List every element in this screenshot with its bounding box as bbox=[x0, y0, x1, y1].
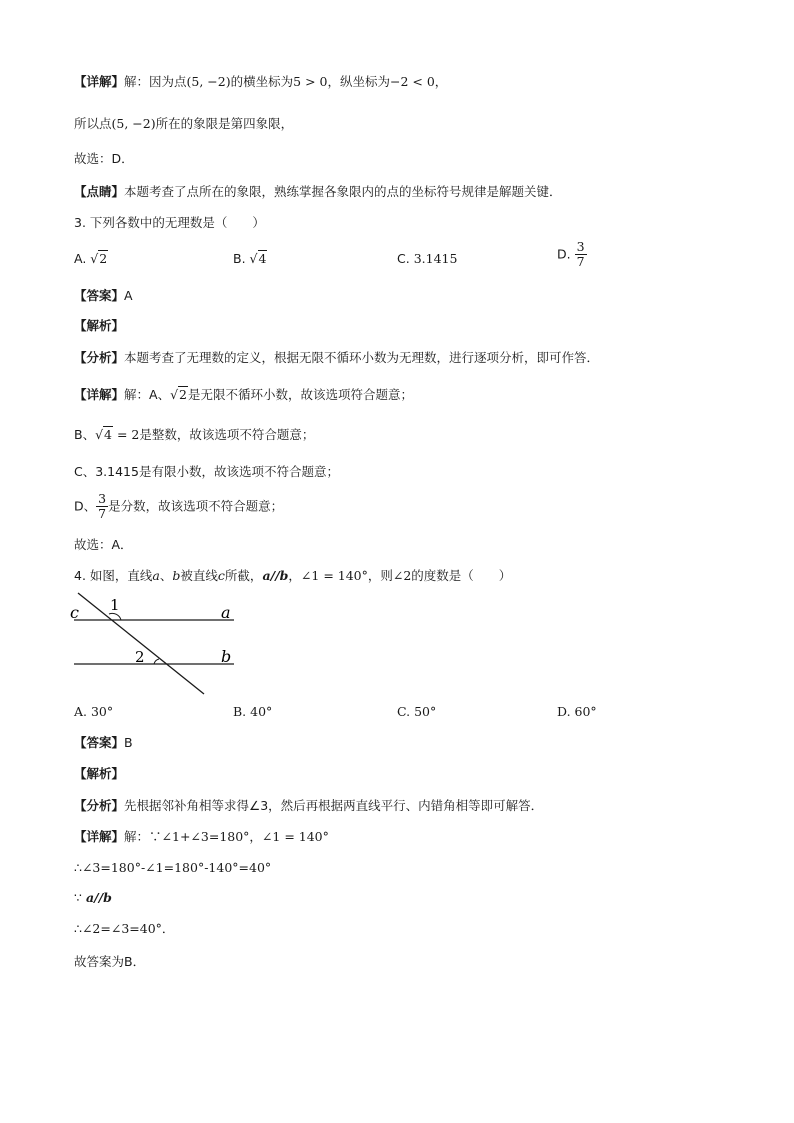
q4-option-d: D. 60° bbox=[557, 704, 597, 719]
q3-option-a bbox=[74, 250, 108, 268]
analysis-tag: 【解析】 bbox=[74, 766, 125, 781]
answer-value: A bbox=[124, 288, 133, 303]
text: 是无限不循环小数，故该选项符合题意； bbox=[188, 387, 414, 402]
q3-option-b bbox=[233, 250, 267, 268]
line-c bbox=[78, 593, 204, 694]
text: 是分数，故该选项不符合题意； bbox=[108, 498, 284, 514]
q4-stem bbox=[74, 567, 511, 585]
numerator: 3 bbox=[98, 491, 107, 506]
q4-detail-1 bbox=[74, 828, 329, 846]
answer-tag: 【答案】 bbox=[74, 288, 125, 303]
denominator: 7 bbox=[576, 254, 585, 269]
math: 5 > 0 bbox=[293, 74, 328, 89]
math: −2 < 0 bbox=[389, 74, 435, 89]
q4-option-a: A. 30° bbox=[74, 704, 114, 719]
radicand: 2 bbox=[179, 387, 187, 402]
analysis-head: 【分析】 bbox=[74, 350, 125, 365]
detail-head: 【详解】 bbox=[74, 387, 125, 402]
label-a: a bbox=[221, 603, 231, 622]
sqrt: √2 bbox=[170, 387, 187, 402]
q3-answer bbox=[74, 287, 133, 305]
q4-option-c: C. 50° bbox=[397, 704, 437, 719]
because-symbol: ∵ bbox=[74, 890, 86, 905]
q3-option-c bbox=[397, 250, 457, 268]
text: 解：∵∠1+∠3=180°，∠1 = 140° bbox=[124, 829, 329, 844]
numerator: 3 bbox=[576, 239, 585, 254]
text: 、 bbox=[159, 568, 173, 583]
q2-comment bbox=[74, 183, 562, 201]
label-c: c bbox=[70, 603, 79, 622]
math: = 2 bbox=[113, 427, 140, 442]
sqrt: √4 bbox=[95, 427, 112, 442]
point: (5, −2) bbox=[186, 74, 231, 89]
q3-analysis-tag bbox=[74, 317, 124, 335]
variable: a bbox=[152, 568, 160, 583]
q3-detail-b bbox=[74, 426, 314, 444]
q2-detail-line1 bbox=[74, 73, 447, 91]
q3-analysis bbox=[74, 349, 599, 367]
parallel: a//b bbox=[262, 568, 289, 583]
label-b: b bbox=[221, 647, 232, 666]
q4-detail-5: 故答案为B． bbox=[74, 954, 146, 969]
fraction bbox=[575, 240, 587, 269]
sqrt: √4 bbox=[249, 251, 267, 266]
text: 所以点 bbox=[74, 116, 112, 131]
text: 先根据邻补角相等求得∠3，然后再根据两直线平行、内错角相等即可解答． bbox=[124, 798, 544, 813]
q3-detail-c: C、3.1415是有限小数，故该选项不符合题意； bbox=[74, 464, 339, 479]
variable: b bbox=[172, 568, 181, 583]
parallel-lines-figure bbox=[64, 588, 254, 698]
q4-detail-2: ∴∠3=180°-∠1=180°-140°=40° bbox=[74, 860, 272, 875]
analysis-tag: 【解析】 bbox=[74, 318, 125, 333]
q2-choose: 故选：D． bbox=[74, 151, 134, 166]
comment-tag: 【点睛】 bbox=[74, 184, 125, 199]
text: 解：A、 bbox=[124, 387, 171, 402]
q4-detail-3 bbox=[74, 889, 112, 907]
radicand: 2 bbox=[99, 251, 108, 266]
q2-detail-line2 bbox=[74, 115, 293, 133]
label: D. bbox=[557, 246, 571, 262]
label: A. bbox=[74, 251, 87, 266]
sqrt: √2 bbox=[90, 251, 108, 266]
label: C. bbox=[397, 251, 410, 266]
q4-analysis-tag bbox=[74, 765, 124, 783]
variable: c bbox=[217, 568, 225, 583]
label-2: 2 bbox=[135, 648, 145, 666]
text: ， bbox=[434, 74, 448, 89]
text: 是整数，故该选项不符合题意； bbox=[139, 427, 315, 442]
value: 3.1415 bbox=[413, 251, 458, 266]
q4-analysis bbox=[74, 797, 543, 815]
fraction bbox=[96, 492, 108, 521]
q4-option-b: B. 40° bbox=[233, 704, 273, 719]
q3-stem: 3. 下列各数中的无理数是（ ） bbox=[74, 215, 265, 230]
analysis-head: 【分析】 bbox=[74, 798, 125, 813]
answer-tag: 【答案】 bbox=[74, 735, 125, 750]
q3-choose: 故选：A． bbox=[74, 537, 133, 552]
point: (5, −2) bbox=[111, 116, 156, 131]
q3-detail-d bbox=[74, 492, 283, 521]
text: 本题考查了点所在的象限，熟练掌握各象限内的点的坐标符号规律是解题关键． bbox=[124, 184, 562, 199]
text: 所在的象限是第四象限， bbox=[155, 116, 294, 131]
text: 所截， bbox=[224, 568, 263, 583]
detail-head: 【详解】 bbox=[74, 829, 125, 844]
text: 被直线 bbox=[180, 568, 218, 583]
q3-detail-a bbox=[74, 386, 413, 404]
denominator: 7 bbox=[98, 506, 107, 521]
text: 的横坐标为 bbox=[230, 74, 294, 89]
answer-value: B bbox=[124, 735, 133, 750]
radicand: 4 bbox=[104, 427, 112, 442]
label-1: 1 bbox=[110, 596, 120, 614]
detail-tag: 【详解】 bbox=[74, 74, 125, 89]
q4-answer bbox=[74, 734, 133, 752]
radicand: 4 bbox=[258, 251, 267, 266]
angle-2-arc bbox=[154, 659, 159, 664]
label: B. bbox=[233, 251, 246, 266]
parallel: a//b bbox=[85, 890, 112, 905]
text: B、 bbox=[74, 427, 96, 442]
text: ，纵坐标为 bbox=[327, 74, 390, 89]
q3-option-d bbox=[557, 240, 587, 269]
text: D、 bbox=[74, 498, 97, 514]
text: 本题考查了无理数的定义，根据无限不循环小数为无理数，进行逐项分析，即可作答． bbox=[124, 350, 600, 365]
text: ，∠1 = 140°，则∠2的度数是（ ） bbox=[288, 568, 512, 583]
text: 解：因为点 bbox=[124, 74, 187, 89]
q4-detail-4: ∴∠2=∠3=40°． bbox=[74, 921, 175, 936]
text: 4. 如图，直线 bbox=[74, 568, 153, 583]
